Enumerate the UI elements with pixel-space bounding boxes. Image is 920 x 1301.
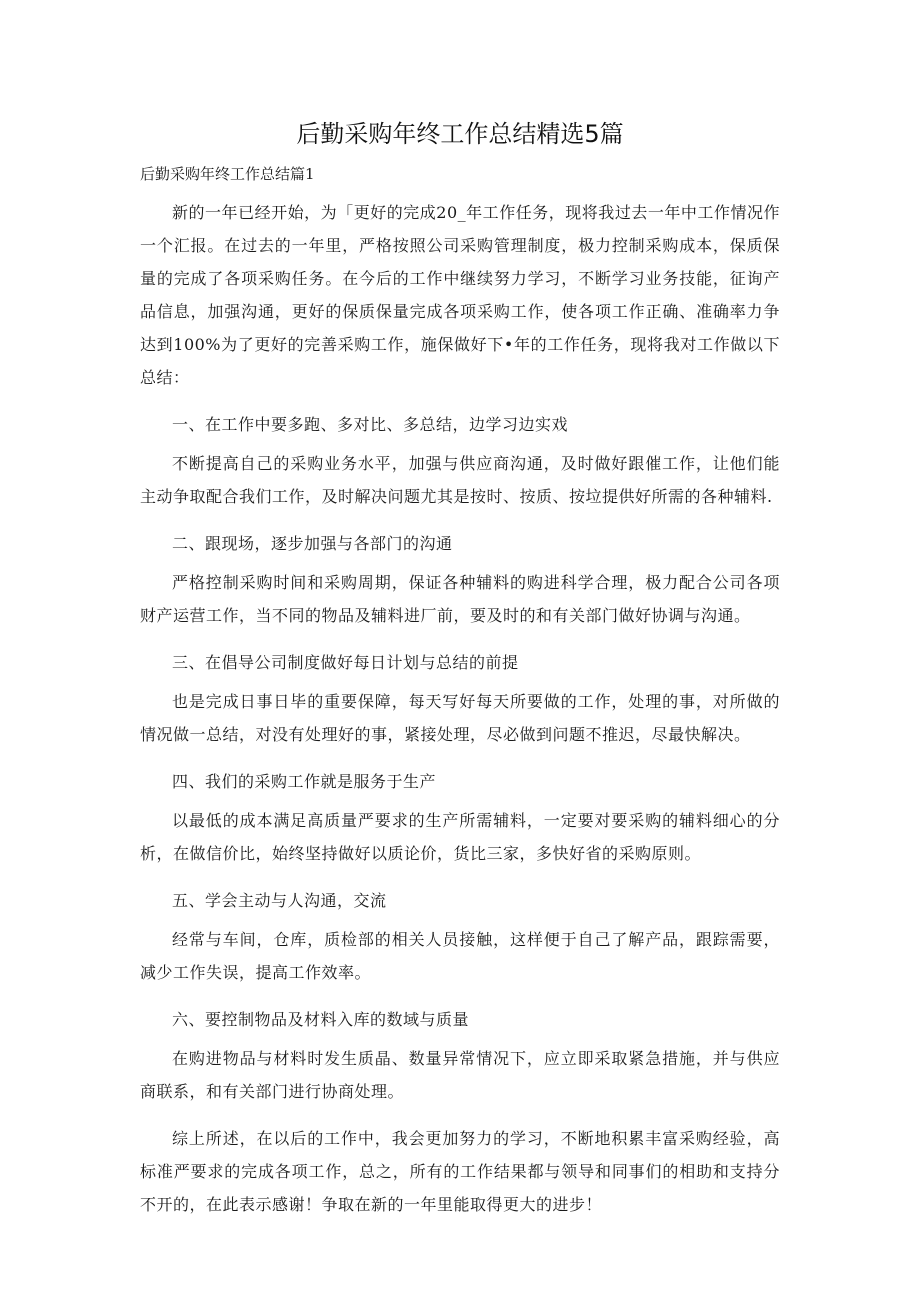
section-heading-4: 四、我们的采购工作就是服务于生产 [172,772,437,791]
section-heading-2: 二、跟现场，逐步加强与各部门的沟通 [172,534,453,553]
paragraph-conclusion: 综上所述，在以后的工作中，我会更加努力的学习，不断地积累丰富采购经验，高标准严要求的完成各项工作，总之，所有的工作结果都与领导和同事们的相助和支持分不开的，在此表示感谢！争取在新的一年里能取得更大的进步！ [140,1129,780,1214]
paragraph-section-4: 以最低的成本满足高质量严要求的生产所需辅料，一定要对要采购的辅料细心的分析，在做信价比，始终坚持做好以质论价，货比三家，多快好省的采购原则。 [140,811,780,863]
document-body [140,196,780,1235]
section-heading-3: 三、在倡导公司制度做好每日计划与总结的前提 [172,653,519,672]
paragraph-section-2: 严格控制采购时间和采购周期，保证各种辅料的购进科学合理，极力配合公司各项财产运营工作，当不同的物品及辅料进厂前，要及时的和有关部门做好协调与沟通。 [140,573,780,625]
section-heading-5: 五、学会主动与人沟通，交流 [172,891,387,910]
paragraph-section-5: 经常与车间，仓库，质检部的相关人员接触，这样便于自己了解产品，跟踪需要，减少工作失误，提高工作效率。 [140,930,780,982]
document-subtitle: 后勤采购年终工作总结篇1 [140,165,315,183]
document-title: 后勤采购年终工作总结精选5篇 [296,120,624,148]
paragraph-section-6: 在购进物品与材料时发生质晶、数量异常情况下，应立即采取紧急措施，并与供应商联系，和有关部门进行协商处理。 [140,1049,780,1101]
section-heading-1: 一、在工作中要多跑、多对比、多总结，边学习边实戏 [172,415,569,434]
paragraph-section-3: 也是完成日事日毕的重要保障，每天写好每天所要做的工作，处理的事，对所做的情况做一总结，对没有处理好的事，紧接处理，尽必做到问题不推迟，尽最快解决。 [140,692,780,744]
section-heading-6: 六、要控制物品及材料入库的数域与质量 [172,1010,470,1029]
paragraph-section-1: 不断提高自己的采购业务水平，加强与供应商沟通，及时做好跟催工作，让他们能主动争取配合我们工作，及时解决问题尤其是按时、按质、按垃提供好所需的各种辅料. [140,454,780,506]
paragraph-intro: 新的一年已经开始，为「更好的完成20_年工作任务，现将我过去一年中工作情况作一个汇报。在过去的一年里，严格按照公司采购管理制度，极力控制采购成本，保质保量的完成了各项采购任务。在今后的工作中继续努力学习，不断学习业务技能，征询产品信息，加强沟通，更好的保质保量完成各项采购工作，使各项工作正确、准确率力争达到100%为了更好的完善采购工作，施保做好下•年的工作任务，现将我对工作做以下总结： [140,203,780,387]
